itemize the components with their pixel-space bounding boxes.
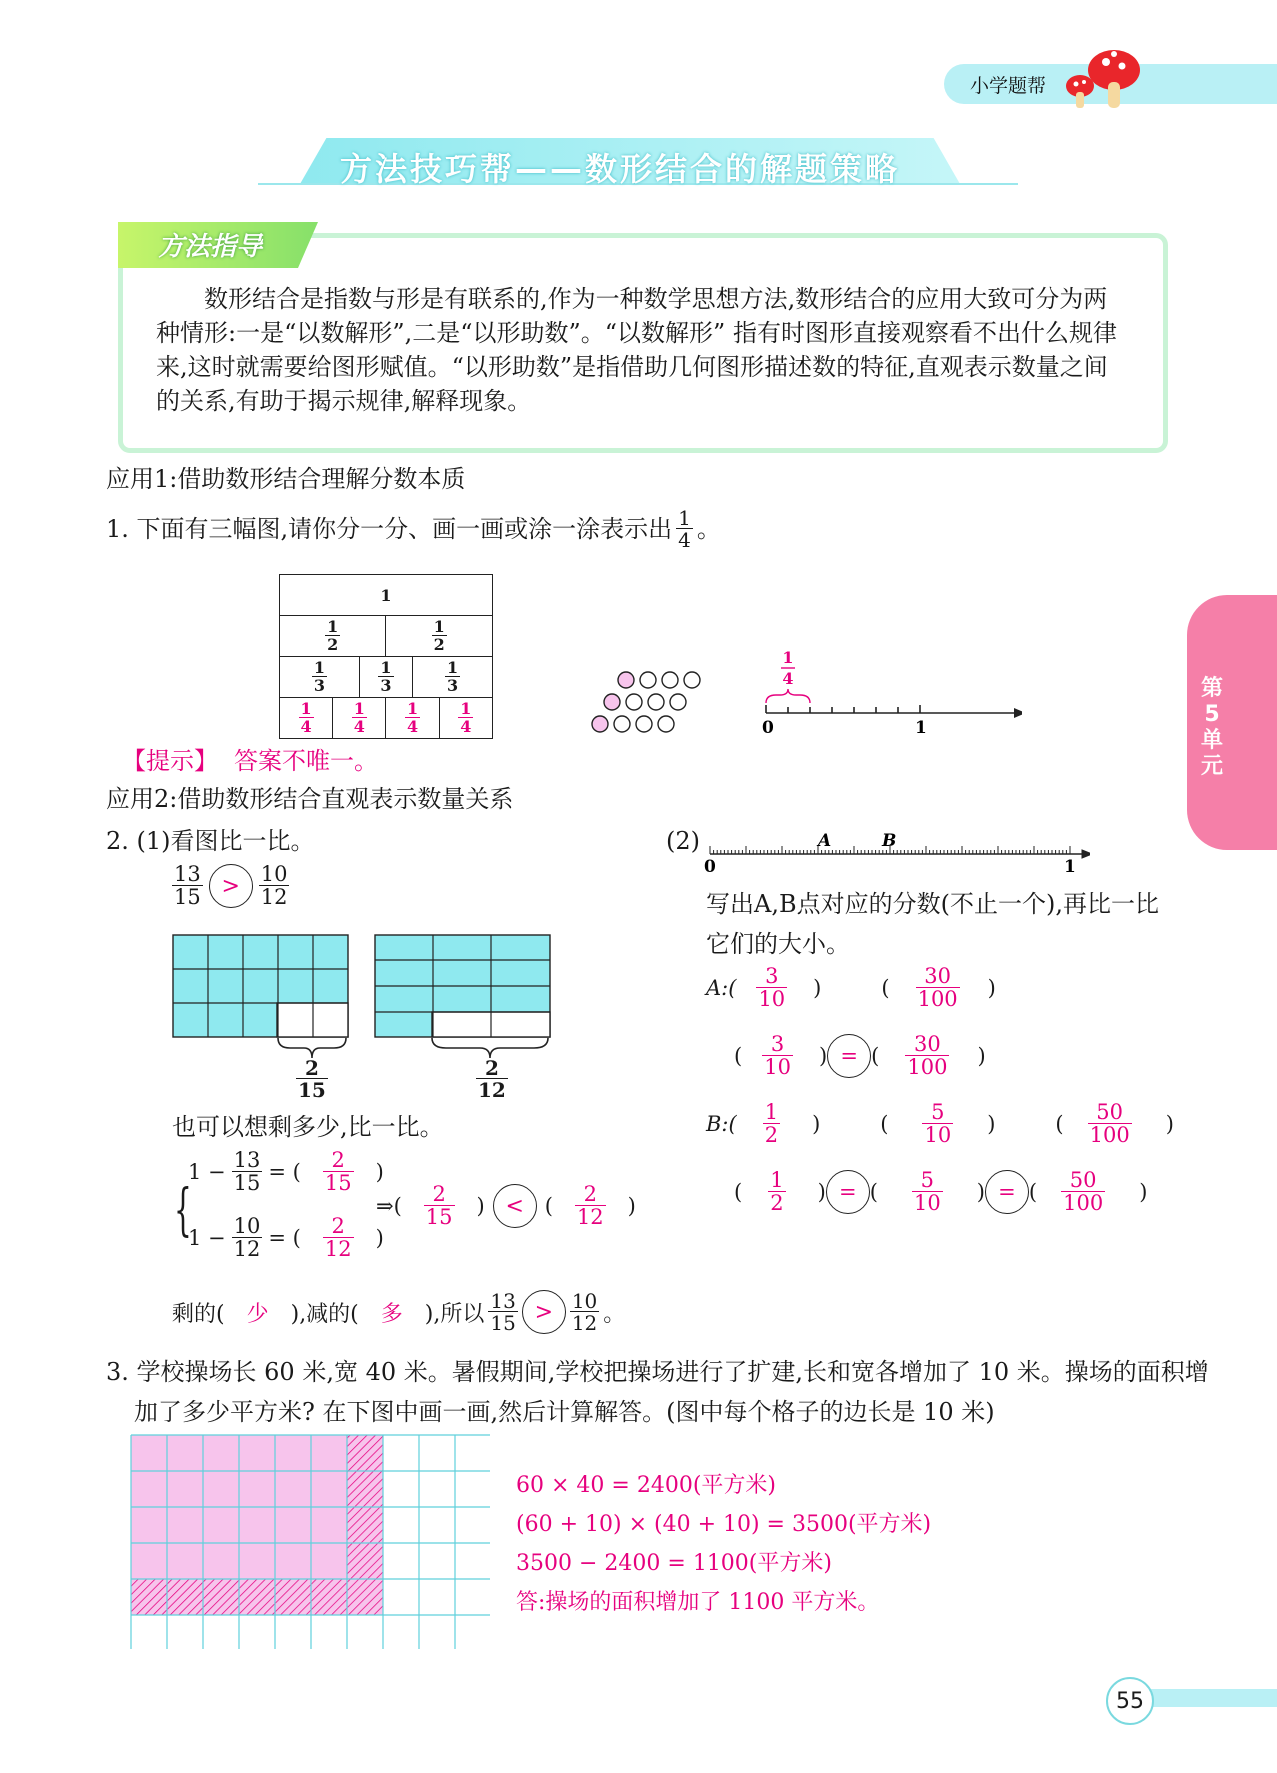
nl-label-den: 4	[782, 669, 794, 688]
point-b-label: B	[882, 831, 897, 851]
q3-answers	[516, 1466, 931, 1622]
compare-circle: <	[493, 1184, 537, 1228]
a-row-1: A:( $\frac{3}{10}$ ) ( $\frac{30}{100}$ )	[706, 964, 996, 1011]
q2-1-label: 2. (1)看图比一比。	[106, 827, 315, 855]
bar-quarter: $\frac{1}{4}$	[280, 698, 333, 739]
compare-circle: =	[827, 1034, 871, 1078]
bar-third: $\frac{1}{3}$	[359, 657, 412, 698]
fraction-bar-figure	[279, 574, 493, 739]
nl-label-num: 1	[782, 648, 794, 667]
left-brace: {	[174, 1178, 192, 1243]
bar-whole: 1	[280, 575, 493, 616]
q1-fraction: $\frac{1}{4}$	[678, 506, 691, 552]
bar-half: $\frac{1}{2}$	[280, 616, 386, 657]
unit-label: 第5单元	[1200, 676, 1223, 779]
bar-half: $\frac{1}{2}$	[386, 616, 493, 657]
app1-heading: 应用1:借助数形结合理解分数本质	[106, 465, 466, 493]
grid-fifteenths	[172, 934, 350, 1038]
q2-2-instruction: 写出A,B点对应的分数(不止一个),再比一比它们的大小。	[706, 890, 1159, 958]
question-1	[106, 508, 721, 550]
page-title: 方法技巧帮——数形结合的解题策略	[340, 150, 901, 188]
q2-1-compare: $\frac{13}{15}$ > $\frac{10}{12}$	[174, 862, 288, 909]
app2-heading: 应用2:借助数形结合直观表示数量关系	[106, 785, 514, 813]
bar-third: $\frac{1}{3}$	[413, 657, 493, 698]
mushroom-icon	[1062, 44, 1142, 114]
answer-line: 3500 − 2400 = 1100(平方米)	[516, 1551, 832, 1576]
q2-2-label: (2)	[666, 827, 700, 855]
grid-twelfths	[374, 934, 552, 1038]
page-number: 55	[1106, 1677, 1154, 1725]
brace2-fraction: $\frac{2}{12}$	[478, 1056, 506, 1102]
brace1-fraction: $\frac{2}{15}$	[298, 1056, 326, 1102]
equation-line-2: 1 − $\frac{10}{12}$ = ( $\frac{2}{12}$ )	[188, 1214, 384, 1261]
method-guide-text: 数形结合是指数与形是有联系的,作为一种数学思想方法,数形结合的应用大致可分为两种情形:一是“以数解形”,二是“以形助数”。“以数解形” 指有时图形直接观察看不出什么规律来,这时就需要给图形赋值。“以形助数”是指借助几何图形描述数的特征,直观表示数量之间的关系,有助于揭示规律,解释现象。	[156, 285, 1117, 415]
remain-sentence: 剩的( 少 ),减的( 多 ),所以 $\frac{13}{15}$ > $\frac{10}{12}$ 。	[172, 1289, 626, 1335]
bar-quarter: $\frac{1}{4}$	[333, 698, 386, 739]
playground-grid	[130, 1434, 490, 1649]
answer-line: 60 × 40 = 2400(平方米)	[516, 1473, 776, 1498]
bar-quarter: $\frac{1}{4}$	[386, 698, 439, 739]
hint-text: 答案不唯一。	[234, 747, 378, 775]
compare-circle: >	[522, 1290, 566, 1334]
bar-third: $\frac{1}{3}$	[280, 657, 360, 698]
b-row-2: ( $\frac{1}{2}$ ) = ( $\frac{5}{10}$ ) = ( $\frac{50}{100}$ )	[734, 1168, 1148, 1215]
compare-circle: =	[985, 1170, 1029, 1214]
nl2-zero: 0	[704, 857, 716, 874]
bar-quarter: $\frac{1}{4}$	[439, 698, 492, 739]
number-line-hundredths	[700, 824, 1090, 874]
question-3: 3. 学校操场长 60 米,宽 40 米。暑假期间,学校把操场进行了扩建,长和宽各增加了 10 米。操场的面积增加了多少平方米? 在下图中画一画,然后计算解答。(图中每个格子的边长是 10 米)	[106, 1358, 1209, 1426]
nl2-one: 1	[1064, 857, 1076, 874]
q1-text: 1. 下面有三幅图,请你分一分、画一画或涂一涂表示出	[106, 515, 673, 543]
implication: ⇒( $\frac{2}{15}$ ) < ( $\frac{2}{12}$ )	[376, 1182, 636, 1229]
q1-end: 。	[696, 515, 721, 543]
compare-circle: >	[209, 864, 253, 908]
a-row-2: ( $\frac{3}{10}$ ) = ( $\frac{30}{100}$ )	[734, 1032, 986, 1079]
method-guide-label: 方法指导	[158, 232, 263, 262]
point-a-label: A	[818, 831, 832, 851]
compare-circle: =	[826, 1170, 870, 1214]
equation-line-1: 1 − $\frac{13}{15}$ = ( $\frac{2}{15}$ )	[188, 1148, 384, 1195]
answer-line: (60 + 10) × (40 + 10) = 3500(平方米)	[516, 1512, 932, 1537]
circle-dots-figure	[590, 668, 720, 736]
b-row-1: B:( $\frac{1}{2}$ ) ( $\frac{5}{10}$ ) ( $\frac{50}{100}$ )	[706, 1100, 1174, 1147]
also-text: 也可以想剩多少,比一比。	[172, 1113, 444, 1141]
nl-zero: 0	[762, 718, 774, 735]
brand-label: 小学题帮	[970, 75, 1047, 97]
number-line-quarter	[752, 645, 1022, 735]
answer-line: 答:操场的面积增加了 1100 平方米。	[516, 1590, 880, 1615]
nl-one: 1	[915, 718, 927, 735]
hint-label: 【提示】	[122, 747, 218, 775]
